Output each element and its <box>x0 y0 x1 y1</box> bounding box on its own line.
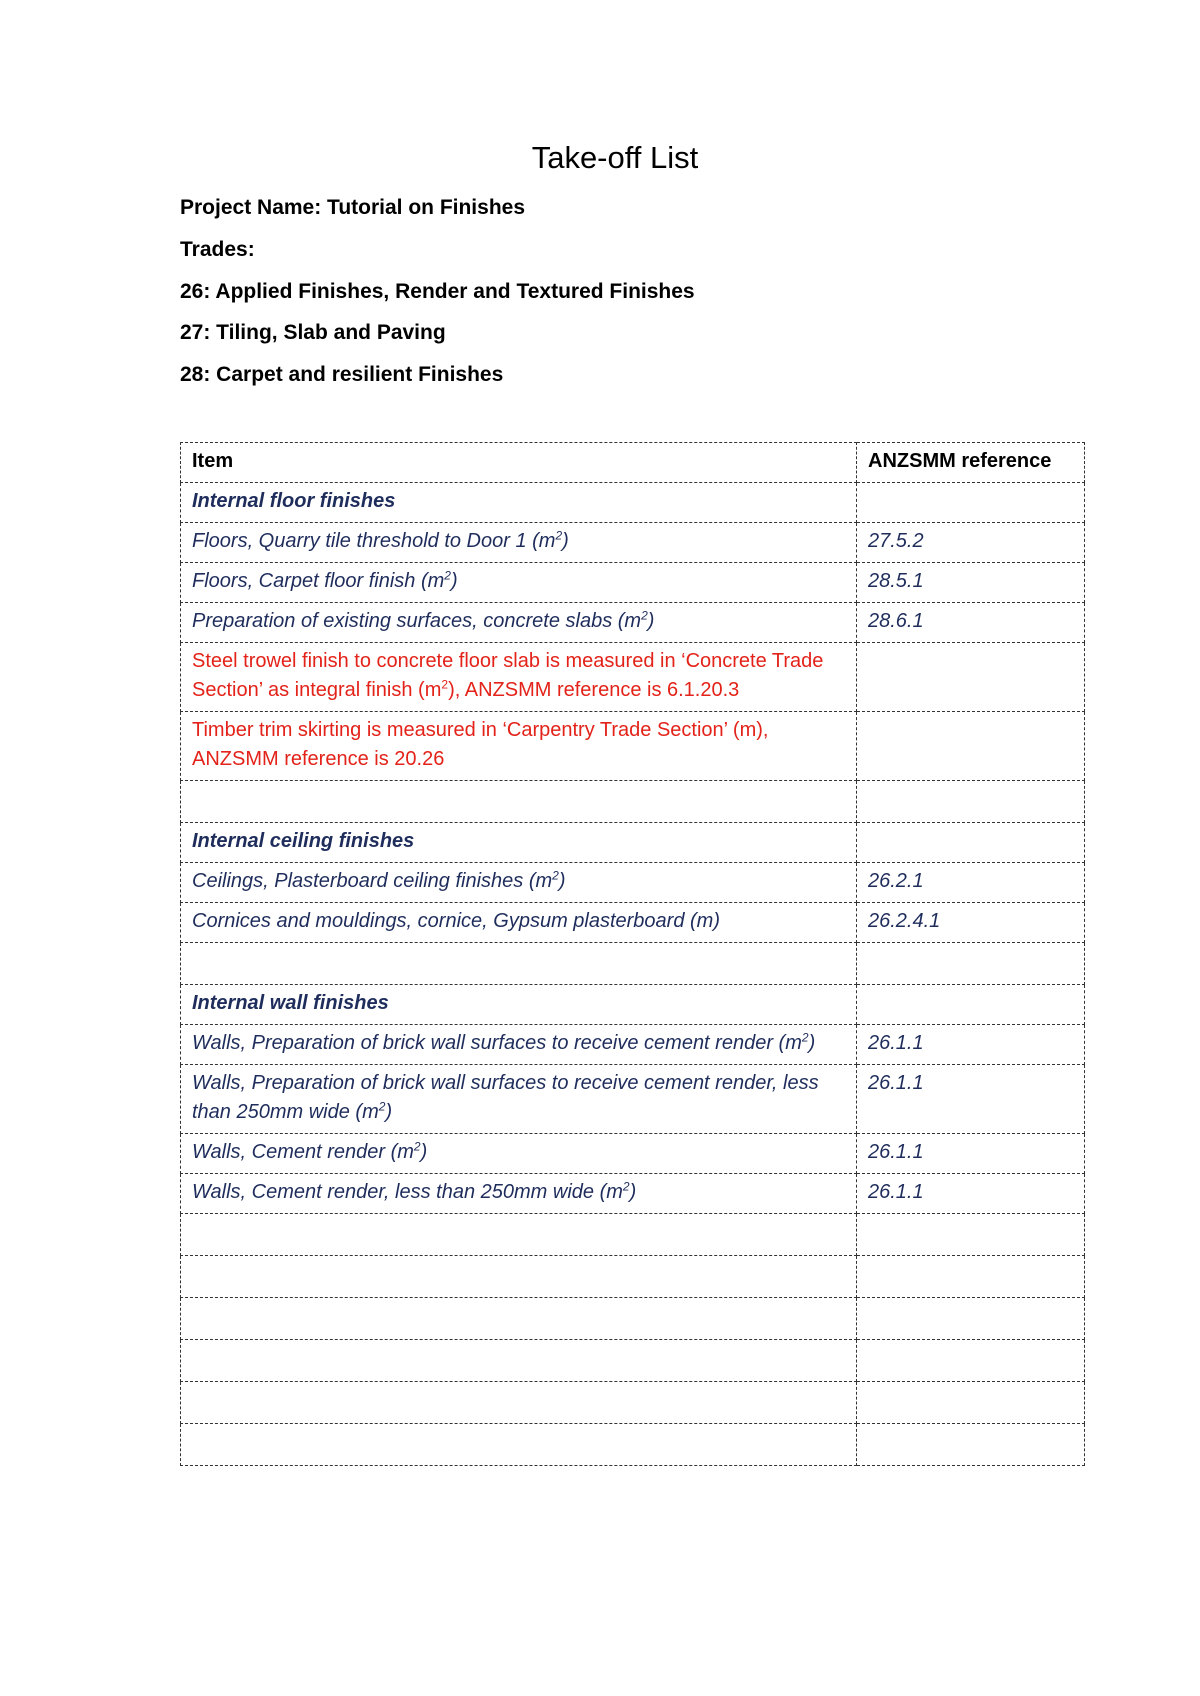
table-cell-item: Walls, Cement render, less than 250mm wide $(m^2)$ <box>181 1174 857 1214</box>
table-row <box>181 903 1085 943</box>
table-cell-ref: 28.6.1 <box>857 603 1085 643</box>
table-cell-item: Cornices and mouldings, cornice, Gypsum plasterboard (m) <box>181 903 857 943</box>
table-row <box>181 1025 1085 1065</box>
trades-label: Trades: <box>180 238 255 261</box>
table-cell-ref: 26.1.1 <box>857 1174 1085 1214</box>
table-cell-ref <box>857 712 1085 781</box>
table-cell-ref <box>857 1382 1085 1424</box>
table-cell-item: Preparation of existing surfaces, concrete slabs $(m^2)$ <box>181 603 857 643</box>
table-cell-item <box>181 1382 857 1424</box>
section-internal-ceiling: Internal ceiling finishes <box>181 823 857 863</box>
table-row-empty <box>181 1256 1085 1298</box>
table-row <box>181 1174 1085 1214</box>
table-row <box>181 523 1085 563</box>
note-timber-skirting: Timber trim skirting is measured in ‘Carpentry Trade Section’ (m), ANZSMM reference is 20.26 <box>181 712 857 781</box>
header-anzsmm-reference: ANZSMM reference <box>857 443 1085 483</box>
table-cell-ref <box>857 943 1085 985</box>
table-cell-ref: 26.1.1 <box>857 1065 1085 1134</box>
table-cell-ref: 27.5.2 <box>857 523 1085 563</box>
takeoff-table <box>180 442 1085 1466</box>
table-row-empty <box>181 1424 1085 1466</box>
section-row <box>181 985 1085 1025</box>
table-cell-ref <box>857 483 1085 523</box>
table-cell-item <box>181 1424 857 1466</box>
table-row-empty <box>181 1298 1085 1340</box>
table-cell-ref: 28.5.1 <box>857 563 1085 603</box>
table-row <box>181 1065 1085 1134</box>
table-row-empty <box>181 1340 1085 1382</box>
table-cell-ref <box>857 1424 1085 1466</box>
header-item: Item <box>181 443 857 483</box>
table-cell-item <box>181 943 857 985</box>
table-cell-ref <box>857 781 1085 823</box>
table-cell-ref <box>857 643 1085 712</box>
table-cell-item <box>181 1340 857 1382</box>
table-cell-ref: 26.1.1 <box>857 1134 1085 1174</box>
table-cell-item: Floors, Quarry tile threshold to Door 1 $(m^2)$ <box>181 523 857 563</box>
table-cell-item <box>181 1256 857 1298</box>
table-cell-ref <box>857 1214 1085 1256</box>
table-row <box>181 563 1085 603</box>
table-cell-item <box>181 1298 857 1340</box>
note-steel-trowel: Steel trowel finish to concrete floor slab is measured in ‘Concrete Trade Section’ as integral finish $(m^2)$, ANZSMM reference is 6.1.20.3 <box>181 643 857 712</box>
trade-26: 26: Applied Finishes, Render and Textured Finishes <box>180 280 695 303</box>
table-cell-ref <box>857 1298 1085 1340</box>
table-row-empty <box>181 781 1085 823</box>
table-cell-item: Walls, Cement render $(m^2)$ <box>181 1134 857 1174</box>
table-row <box>181 1134 1085 1174</box>
table-header-row <box>181 443 1085 483</box>
page-title: Take-off List <box>531 140 699 175</box>
table-cell-ref <box>857 823 1085 863</box>
table-cell-ref: 26.2.1 <box>857 863 1085 903</box>
project-name: Project Name: Tutorial on Finishes <box>180 196 526 219</box>
table-row <box>181 603 1085 643</box>
table-cell-item: Walls, Preparation of brick wall surfaces to receive cement render, less than 250mm wide $(m^2)$ <box>181 1065 857 1134</box>
section-row <box>181 483 1085 523</box>
table-row-note <box>181 643 1085 712</box>
section-internal-wall: Internal wall finishes <box>181 985 857 1025</box>
table-row-note <box>181 712 1085 781</box>
table-row-empty <box>181 1214 1085 1256</box>
section-row <box>181 823 1085 863</box>
table-cell-item: Floors, Carpet floor finish $(m^2)$ <box>181 563 857 603</box>
section-internal-floor: Internal floor finishes <box>181 483 857 523</box>
table-cell-ref <box>857 1256 1085 1298</box>
table-cell-item <box>181 1214 857 1256</box>
table-cell-ref: 26.2.4.1 <box>857 903 1085 943</box>
table-cell-ref <box>857 1340 1085 1382</box>
table-row-empty <box>181 1382 1085 1424</box>
table-row-empty <box>181 943 1085 985</box>
table-row <box>181 863 1085 903</box>
trade-27: 27: Tiling, Slab and Paving <box>180 321 446 344</box>
table-cell-item: Walls, Preparation of brick wall surfaces to receive cement render $(m^2)$ <box>181 1025 857 1065</box>
table-cell-ref: 26.1.1 <box>857 1025 1085 1065</box>
table-cell-ref <box>857 985 1085 1025</box>
trade-28: 28: Carpet and resilient Finishes <box>180 363 504 386</box>
table-cell-item <box>181 781 857 823</box>
table-cell-item: Ceilings, Plasterboard ceiling finishes $(m^2)$ <box>181 863 857 903</box>
